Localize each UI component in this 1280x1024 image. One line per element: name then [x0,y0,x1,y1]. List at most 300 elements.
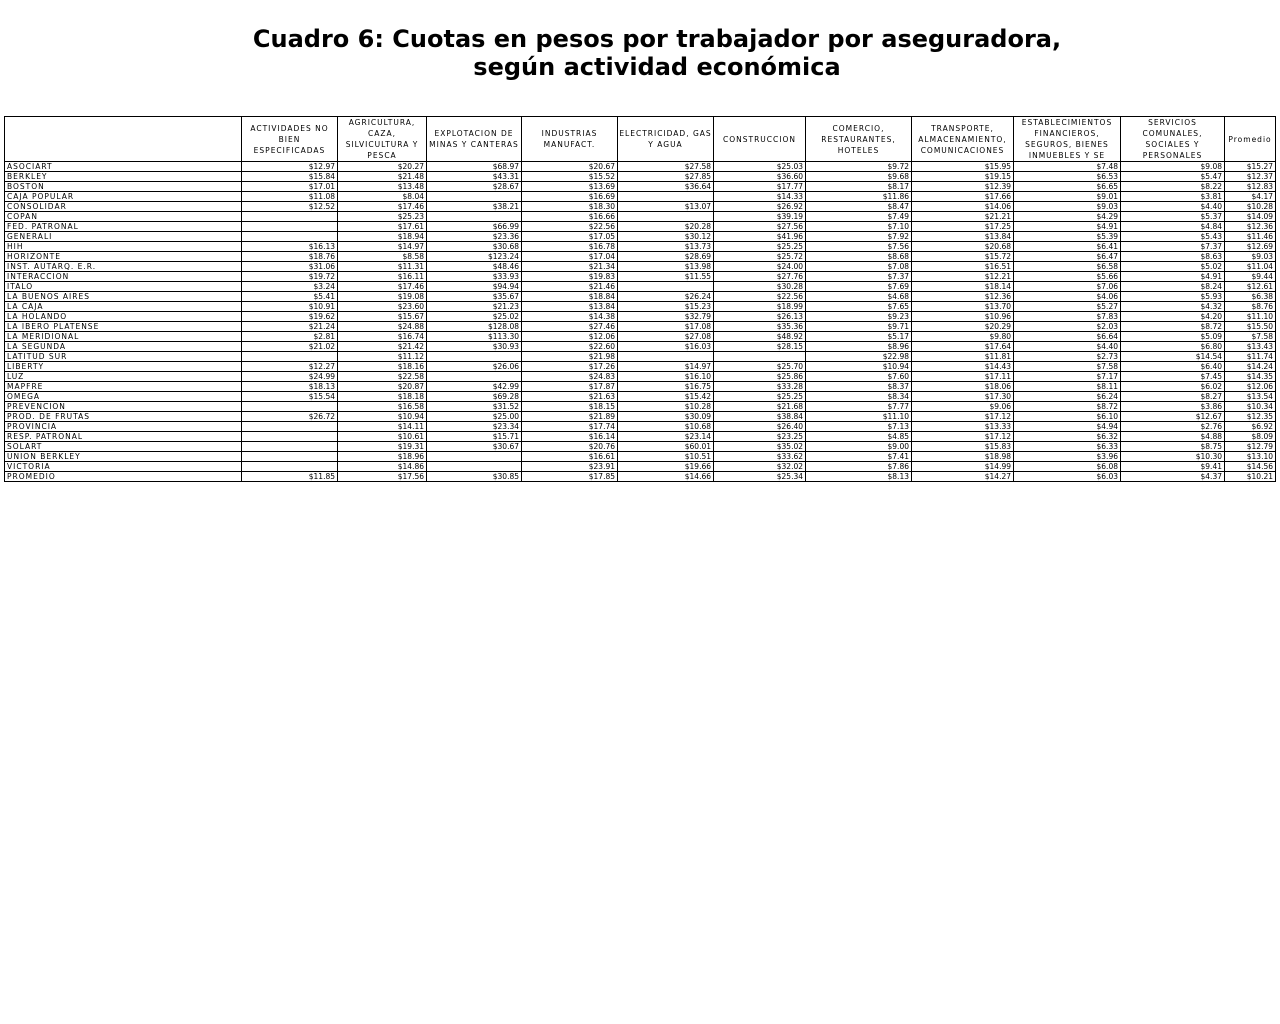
quota-value-cell: $16.58 [338,402,427,412]
quota-value-cell: $13.54 [1225,392,1276,402]
quota-value-cell: $14.27 [912,472,1014,482]
quota-value-cell: $94.94 [427,282,522,292]
quota-value-cell: $13.07 [618,202,714,212]
quota-value-cell: $21.34 [522,262,618,272]
quota-value-cell: $11.31 [338,262,427,272]
quota-value-cell: $16.14 [522,432,618,442]
quota-value-cell: $27.46 [522,322,618,332]
quota-value-cell: $14.33 [714,192,806,202]
quota-value-cell: $9.71 [806,322,912,332]
insurer-name-cell: BOSTON [5,182,242,192]
column-header-insurer [5,117,242,162]
quota-value-cell: $12.06 [522,332,618,342]
quota-value-cell [427,212,522,222]
quota-value-cell: $21.42 [338,342,427,352]
column-header: ESTABLECIMIENTOS FINANCIEROS, SEGUROS, BIENES INMUEBLES Y SE [1014,117,1121,162]
quota-value-cell: $7.69 [806,282,912,292]
table-row [5,352,1276,362]
quota-value-cell: $25.70 [714,362,806,372]
quota-value-cell: $6.08 [1014,462,1121,472]
quota-value-cell: $12.37 [1225,172,1276,182]
quota-value-cell: $21.98 [522,352,618,362]
quota-value-cell: $48.92 [714,332,806,342]
quota-value-cell: $11.04 [1225,262,1276,272]
quota-value-cell: $14.11 [338,422,427,432]
quota-value-cell: $9.41 [1121,462,1225,472]
quota-value-cell: $7.60 [806,372,912,382]
quota-value-cell: $7.83 [1014,312,1121,322]
quota-value-cell: $35.67 [427,292,522,302]
table-row [5,342,1276,352]
quota-value-cell: $2.73 [1014,352,1121,362]
quota-value-cell: $5.17 [806,332,912,342]
quota-value-cell [242,222,338,232]
quota-value-cell: $26.24 [618,292,714,302]
quota-value-cell: $27.76 [714,272,806,282]
quota-value-cell: $12.36 [912,292,1014,302]
quota-value-cell: $6.64 [1014,332,1121,342]
quota-value-cell: $7.56 [806,242,912,252]
quota-value-cell: $36.60 [714,172,806,182]
quota-value-cell: $23.34 [427,422,522,432]
quota-value-cell: $20.68 [912,242,1014,252]
quota-value-cell: $12.35 [1225,412,1276,422]
quota-value-cell: $14.43 [912,362,1014,372]
quota-value-cell: $20.87 [338,382,427,392]
quota-value-cell: $11.55 [618,272,714,282]
quota-value-cell: $26.72 [242,412,338,422]
quota-value-cell: $26.06 [427,362,522,372]
quota-value-cell: $3.96 [1014,452,1121,462]
quota-value-cell: $8.09 [1225,432,1276,442]
table-row [5,172,1276,182]
quota-value-cell: $21.21 [912,212,1014,222]
quota-value-cell: $18.16 [338,362,427,372]
quota-value-cell: $35.02 [714,442,806,452]
quota-value-cell: $13.84 [522,302,618,312]
quota-value-cell [242,352,338,362]
quota-value-cell: $6.47 [1014,252,1121,262]
quota-value-cell [242,212,338,222]
insurer-name-cell: INTERACCION [5,272,242,282]
quota-value-cell: $14.97 [618,362,714,372]
insurer-name-cell: LA BUENOS AIRES [5,292,242,302]
quota-value-cell: $9.06 [912,402,1014,412]
quota-value-cell: $16.61 [522,452,618,462]
quota-value-cell: $21.23 [427,302,522,312]
quota-value-cell: $17.30 [912,392,1014,402]
quota-value-cell [242,452,338,462]
insurer-name-cell: PREVENCION [5,402,242,412]
quota-value-cell: $16.03 [618,342,714,352]
quota-value-cell: $26.13 [714,312,806,322]
quota-value-cell: $6.53 [1014,172,1121,182]
quota-value-cell: $17.64 [912,342,1014,352]
insurer-name-cell: SOLART [5,442,242,452]
quota-value-cell: $7.48 [1014,162,1121,172]
quota-value-cell: $17.12 [912,412,1014,422]
quota-value-cell: $18.96 [338,452,427,462]
quota-value-cell: $17.12 [912,432,1014,442]
quota-value-cell: $18.98 [912,452,1014,462]
quota-value-cell: $20.67 [522,162,618,172]
quota-value-cell: $19.72 [242,272,338,282]
quota-value-cell: $8.72 [1014,402,1121,412]
quota-value-cell: $8.96 [806,342,912,352]
quota-value-cell: $30.85 [427,472,522,482]
table-row [5,312,1276,322]
quota-value-cell [242,462,338,472]
table-row [5,332,1276,342]
quota-value-cell: $6.65 [1014,182,1121,192]
quota-value-cell: $7.06 [1014,282,1121,292]
quota-value-cell: $21.24 [242,322,338,332]
quota-value-cell [427,372,522,382]
quota-value-cell: $9.00 [806,442,912,452]
quota-value-cell: $20.76 [522,442,618,452]
quota-value-cell: $13.98 [618,262,714,272]
quota-value-cell: $14.99 [912,462,1014,472]
quota-value-cell: $5.41 [242,292,338,302]
quota-value-cell: $16.78 [522,242,618,252]
quota-value-cell: $15.50 [1225,322,1276,332]
quota-value-cell: $4.37 [1121,472,1225,482]
quota-value-cell: $8.58 [338,252,427,262]
quota-value-cell: $9.03 [1225,252,1276,262]
quota-value-cell: $32.79 [618,312,714,322]
quota-value-cell: $14.35 [1225,372,1276,382]
quota-value-cell: $18.99 [714,302,806,312]
quota-value-cell: $18.76 [242,252,338,262]
insurer-name-cell: HORIZONTE [5,252,242,262]
quota-value-cell: $6.40 [1121,362,1225,372]
insurer-name-cell: LIBERTY [5,362,242,372]
table-row-average [5,472,1276,482]
quota-value-cell: $4.06 [1014,292,1121,302]
quota-value-cell: $16.69 [522,192,618,202]
quota-value-cell: $13.43 [1225,342,1276,352]
quota-value-cell: $10.51 [618,452,714,462]
quota-value-cell: $4.17 [1225,192,1276,202]
insurer-name-cell: PROMEDIO [5,472,242,482]
quota-value-cell: $2.76 [1121,422,1225,432]
insurer-name-cell: LA IBERO PLATENSE [5,322,242,332]
quota-value-cell: $7.65 [806,302,912,312]
quota-value-cell [242,432,338,442]
quota-value-cell: $14.86 [338,462,427,472]
quota-value-cell: $17.46 [338,202,427,212]
quota-value-cell: $11.85 [242,472,338,482]
quota-value-cell: $16.10 [618,372,714,382]
quota-value-cell: $14.38 [522,312,618,322]
quota-value-cell [242,232,338,242]
quota-value-cell: $12.39 [912,182,1014,192]
table-row [5,322,1276,332]
quota-value-cell: $12.79 [1225,442,1276,452]
quota-value-cell: $17.61 [338,222,427,232]
quota-value-cell: $21.89 [522,412,618,422]
quota-value-cell: $68.97 [427,162,522,172]
quota-value-cell: $35.36 [714,322,806,332]
quota-value-cell: $14.24 [1225,362,1276,372]
quota-value-cell: $6.24 [1014,392,1121,402]
insurer-name-cell: UNION BERKLEY [5,452,242,462]
quota-value-cell: $5.47 [1121,172,1225,182]
quota-value-cell: $6.38 [1225,292,1276,302]
quota-value-cell: $38.21 [427,202,522,212]
quota-value-cell: $12.36 [1225,222,1276,232]
quota-value-cell: $14.54 [1121,352,1225,362]
quota-value-cell: $19.08 [338,292,427,302]
table-row [5,212,1276,222]
quota-value-cell: $11.86 [806,192,912,202]
quota-value-cell: $4.32 [1121,302,1225,312]
quota-value-cell: $24.88 [338,322,427,332]
quota-value-cell: $7.17 [1014,372,1121,382]
insurer-name-cell: MAPFRE [5,382,242,392]
quota-value-cell: $21.02 [242,342,338,352]
quota-value-cell: $36.64 [618,182,714,192]
table-row [5,402,1276,412]
quota-value-cell: $17.56 [338,472,427,482]
table-row [5,422,1276,432]
quota-value-cell [427,192,522,202]
column-header: SERVICIOS COMUNALES, SOCIALES Y PERSONALES [1121,117,1225,162]
quota-value-cell: $17.77 [714,182,806,192]
quota-value-cell: $8.24 [1121,282,1225,292]
column-header: COMERCIO, RESTAURANTES, HOTELES [806,117,912,162]
quota-value-cell: $18.13 [242,382,338,392]
quota-value-cell: $21.68 [714,402,806,412]
table-row [5,262,1276,272]
quota-value-cell: $15.95 [912,162,1014,172]
quota-value-cell: $17.85 [522,472,618,482]
quota-value-cell: $15.84 [242,172,338,182]
quota-value-cell: $9.44 [1225,272,1276,282]
quota-value-cell: $20.28 [618,222,714,232]
quota-value-cell: $10.28 [618,402,714,412]
quota-value-cell: $7.08 [806,262,912,272]
quota-value-cell: $7.45 [1121,372,1225,382]
insurer-name-cell: CAJA POPULAR [5,192,242,202]
quota-value-cell: $10.94 [806,362,912,372]
quota-value-cell: $27.08 [618,332,714,342]
quota-value-cell: $8.13 [806,472,912,482]
quota-value-cell: $10.30 [1121,452,1225,462]
quota-value-cell: $33.62 [714,452,806,462]
quota-value-cell: $113.30 [427,332,522,342]
quota-value-cell: $18.84 [522,292,618,302]
quota-value-cell: $48.46 [427,262,522,272]
insurer-name-cell: LA HOLANDO [5,312,242,322]
quota-value-cell: $12.06 [1225,382,1276,392]
quota-value-cell: $6.58 [1014,262,1121,272]
quota-value-cell: $6.80 [1121,342,1225,352]
table-row [5,292,1276,302]
quota-value-cell: $15.27 [1225,162,1276,172]
quota-value-cell: $7.49 [806,212,912,222]
quota-value-cell: $7.77 [806,402,912,412]
quota-value-cell: $4.68 [806,292,912,302]
quota-value-cell: $10.21 [1225,472,1276,482]
quota-value-cell: $23.25 [714,432,806,442]
quota-value-cell: $8.72 [1121,322,1225,332]
insurer-name-cell: OMEGA [5,392,242,402]
quota-value-cell: $8.63 [1121,252,1225,262]
quota-value-cell: $10.34 [1225,402,1276,412]
insurer-name-cell: PROD. DE FRUTAS [5,412,242,422]
quota-value-cell: $7.13 [806,422,912,432]
quota-value-cell: $39.19 [714,212,806,222]
quota-value-cell: $17.04 [522,252,618,262]
quota-value-cell: $42.99 [427,382,522,392]
quota-table [4,116,1276,482]
quota-value-cell: $6.41 [1014,242,1121,252]
quota-value-cell: $20.27 [338,162,427,172]
quota-value-cell: $8.68 [806,252,912,262]
quota-value-cell: $17.01 [242,182,338,192]
quota-value-cell: $16.13 [242,242,338,252]
quota-value-cell: $18.14 [912,282,1014,292]
quota-value-cell: $24.83 [522,372,618,382]
quota-value-cell: $8.37 [806,382,912,392]
quota-value-cell [427,352,522,362]
quota-value-cell: $5.27 [1014,302,1121,312]
quota-value-cell: $30.68 [427,242,522,252]
quota-value-cell: $30.93 [427,342,522,352]
quota-value-cell: $6.03 [1014,472,1121,482]
quota-value-cell: $6.02 [1121,382,1225,392]
quota-value-cell: $16.75 [618,382,714,392]
insurer-name-cell: LATITUD SUR [5,352,242,362]
quota-value-cell: $3.24 [242,282,338,292]
insurer-name-cell: HIH [5,242,242,252]
quota-value-cell: $5.43 [1121,232,1225,242]
quota-value-cell: $8.17 [806,182,912,192]
quota-value-cell: $128.08 [427,322,522,332]
document-title [0,25,1280,81]
quota-value-cell: $18.15 [522,402,618,412]
quota-value-cell: $9.03 [1014,202,1121,212]
quota-value-cell: $11.12 [338,352,427,362]
quota-value-cell [242,402,338,412]
quota-value-cell: $25.23 [338,212,427,222]
quota-value-cell: $4.88 [1121,432,1225,442]
quota-value-cell: $19.62 [242,312,338,322]
quota-value-cell: $17.08 [618,322,714,332]
quota-value-cell: $28.15 [714,342,806,352]
quota-value-cell: $27.58 [618,162,714,172]
quota-value-cell: $17.46 [338,282,427,292]
quota-value-cell: $17.26 [522,362,618,372]
insurer-name-cell: CONSOLIDAR [5,202,242,212]
column-header: INDUSTRIAS MANUFACT. [522,117,618,162]
quota-value-cell [714,352,806,362]
quota-value-cell: $60.01 [618,442,714,452]
quota-value-cell [618,282,714,292]
quota-value-cell: $6.10 [1014,412,1121,422]
title-line-2: según actividad económica [473,53,841,81]
quota-value-cell: $20.29 [912,322,1014,332]
quota-value-cell: $18.94 [338,232,427,242]
table-row [5,392,1276,402]
quota-value-cell: $7.58 [1014,362,1121,372]
quota-value-cell: $8.04 [338,192,427,202]
quota-value-cell: $24.00 [714,262,806,272]
quota-value-cell: $17.25 [912,222,1014,232]
quota-value-cell: $12.27 [242,362,338,372]
quota-value-cell: $5.39 [1014,232,1121,242]
quota-value-cell: $10.96 [912,312,1014,322]
table-row [5,362,1276,372]
quota-value-cell: $15.71 [427,432,522,442]
quota-value-cell: $15.54 [242,392,338,402]
quota-value-cell: $2.03 [1014,322,1121,332]
table-row [5,242,1276,252]
quota-value-cell: $12.21 [912,272,1014,282]
table-header-row [5,117,1276,162]
column-header: TRANSPORTE, ALMACENAMIENTO, COMUNICACIONES [912,117,1014,162]
table-row [5,452,1276,462]
quota-value-cell: $13.84 [912,232,1014,242]
quota-value-cell: $15.72 [912,252,1014,262]
quota-value-cell: $12.52 [242,202,338,212]
quota-value-cell: $4.29 [1014,212,1121,222]
quota-value-cell: $15.67 [338,312,427,322]
quota-value-cell: $7.37 [806,272,912,282]
quota-value-cell: $14.06 [912,202,1014,212]
table-row [5,182,1276,192]
quota-value-cell: $23.91 [522,462,618,472]
quota-value-cell: $17.66 [912,192,1014,202]
table-row [5,462,1276,472]
quota-value-cell: $4.91 [1121,272,1225,282]
quota-value-cell: $19.15 [912,172,1014,182]
quota-value-cell: $16.51 [912,262,1014,272]
quota-value-cell: $4.20 [1121,312,1225,322]
quota-value-cell: $2.81 [242,332,338,342]
table-row [5,232,1276,242]
quota-value-cell: $41.96 [714,232,806,242]
insurer-name-cell: ITALO [5,282,242,292]
quota-value-cell: $8.34 [806,392,912,402]
quota-value-cell: $25.00 [427,412,522,422]
quota-value-cell: $22.60 [522,342,618,352]
quota-value-cell: $8.27 [1121,392,1225,402]
quota-value-cell: $7.86 [806,462,912,472]
quota-value-cell: $5.37 [1121,212,1225,222]
quota-value-cell: $7.10 [806,222,912,232]
quota-value-cell [618,192,714,202]
quota-value-cell: $12.67 [1121,412,1225,422]
insurer-name-cell: LUZ [5,372,242,382]
quota-value-cell: $25.34 [714,472,806,482]
quota-value-cell: $18.18 [338,392,427,402]
quota-value-cell: $7.41 [806,452,912,462]
quota-value-cell: $15.83 [912,442,1014,452]
quota-value-cell [427,452,522,462]
table-row [5,412,1276,422]
quota-value-cell: $25.86 [714,372,806,382]
table-row [5,282,1276,292]
quota-value-cell: $22.56 [522,222,618,232]
quota-value-cell: $16.66 [522,212,618,222]
quota-value-cell: $17.87 [522,382,618,392]
quota-value-cell [618,212,714,222]
quota-value-cell: $9.80 [912,332,1014,342]
quota-value-cell: $25.72 [714,252,806,262]
quota-value-cell: $25.03 [714,162,806,172]
